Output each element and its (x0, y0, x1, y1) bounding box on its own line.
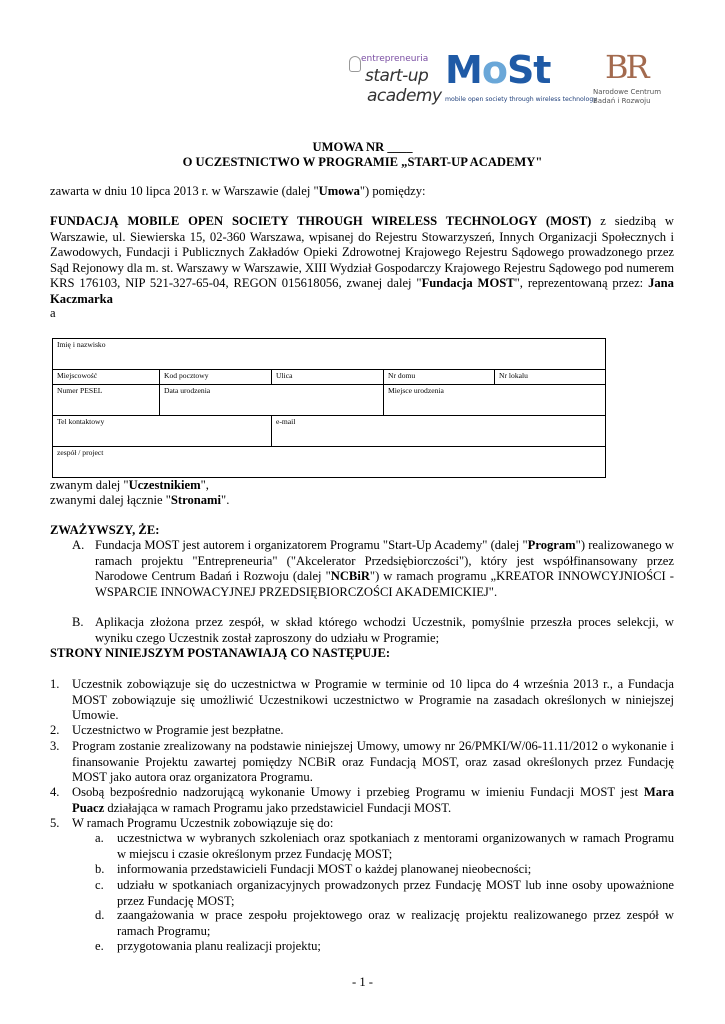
page-number: - 1 - (352, 975, 373, 989)
marker-d: d. (95, 908, 105, 922)
email-field[interactable]: e-mail (272, 416, 605, 447)
marker-c: c. (95, 878, 104, 892)
contract-title: UMOWA NR ____ (312, 140, 413, 154)
logo-bar (345, 48, 665, 116)
ncbr-line1: Narodowe Centrum (593, 88, 662, 96)
clause-1: Uczestnik zobowiązuje się do uczestnictwa w Programie w terminie od 10 lipca do 4 września 2013 r., a Fundacja MOST zobowiązuje się umożliwić Uczestnikowi uczestnictwo w Programie na zasadach określonych w niniejszej Umowie. (72, 677, 674, 722)
whereas-heading: ZWAŻYWSZY, ŻE: (50, 523, 160, 537)
most-subtitle: mobile open society through wireless technology (445, 96, 597, 103)
marker-3: 3. (50, 739, 60, 753)
whereas-item-a: Fundacja MOST jest autorem i organizatorem Programu "Start-Up Academy" (dalej "Program") realizowanego w ramach projektu "Entrepreneuria" ("Akcelerator Przedsiębiorczości"), który jest współfinansowany przez Narodowe Centrum Badań i Rozwoju (dalej "NCBiR") w ramach programu „KREATOR INNOWCYJNIOŚCI - WSPARCIE INNOWACYJNEJ PRZEDSIĘBIORCZOŚCI AKADEMICKIEJ". (95, 538, 674, 599)
ncbr-line2: Badań i Rozwoju (593, 97, 651, 105)
clause-4: Osobą bezpośrednio nadzorującą wykonanie Umowy i przebieg Programu w imieniu Fundacji MOST jest Mara Puacz działająca w ramach Programu jako przedstawiciel Fundacji MOST. (72, 785, 674, 815)
ncbr-logo (593, 48, 665, 112)
marker-A: A. (72, 538, 85, 552)
participant-form (52, 338, 606, 478)
pesel-field[interactable]: Numer PESEL (53, 385, 160, 416)
academy-label: academy (367, 86, 442, 106)
parties-alias: zwanymi dalej łącznie "Stronami". (50, 493, 230, 507)
name-field[interactable]: Imię i nazwisko (53, 339, 605, 370)
whereas-item-b: Aplikacja złożona przez zespół, w skład którego wchodzi Uczestnik, pomyślnie przeszła proces selekcji, w wyniku czego Uczestnik został zaproszony do udziału w Programie; (95, 615, 674, 645)
street-field[interactable]: Ulica (272, 370, 384, 385)
sub-clause-c: udziału w spotkaniach organizacyjnych prowadzonych przez Fundację MOST lub inne osoby upoważnione przez Fundację MOST; (117, 878, 674, 908)
clause-5: W ramach Programu Uczestnik zobowiązuje się do: (72, 816, 334, 830)
most-wordmark: MoSt (445, 48, 551, 92)
intro-paragraph: zawarta w dniu 10 lipca 2013 r. w Warszawie (dalej "Umowa") pomiędzy: (50, 184, 426, 198)
marker-B: B. (72, 615, 84, 629)
clause-3: Program zostanie zrealizowany na podstawie niniejszej Umowy, umowy nr 26/PMKI/W/06-11.11/2012 o wykonanie i finansowanie Projektu zawartej pomiędzy NCBiR oraz Fundacją MOST, oraz zasad określonych przez Fundację MOST jako autora oraz organizatora Programu. (72, 739, 674, 784)
lightbulb-icon (349, 56, 361, 72)
house-number-field[interactable]: Nr domu (384, 370, 495, 385)
sub-clause-a: uczestnictwa w wybranych szkoleniach oraz spotkaniach z mentorami organizowanych w ramach Programu w miejscu i czasie określonym przez Fundację MOST; (117, 831, 674, 861)
postal-code-field[interactable]: Kod pocztowy (160, 370, 272, 385)
entrepreneuria-logo (347, 54, 442, 112)
team-field[interactable]: zespół / project (57, 448, 104, 457)
flat-number-field[interactable]: Nr lokalu (495, 370, 605, 385)
participant-alias: zwanym dalej "Uczestnikiem", (50, 478, 209, 492)
marker-4: 4. (50, 785, 60, 799)
clause-2: Uczestnictwo w Programie jest bezpłatne. (72, 723, 284, 737)
marker-b: b. (95, 862, 105, 876)
city-field[interactable]: Miejscowość (53, 370, 160, 385)
startup-label: start-up (365, 66, 429, 86)
entrepreneuria-label: entrepreneuria (361, 54, 429, 64)
marker-2: 2. (50, 723, 60, 737)
birth-date-field[interactable]: Data urodzenia (160, 385, 384, 416)
marker-e: e. (95, 939, 104, 953)
contract-subtitle: O UCZESTNICTWO W PROGRAMIE „START-UP ACADEMY" (182, 155, 543, 169)
marker-a: a. (95, 831, 104, 845)
party-paragraph: FUNDACJĄ MOBILE OPEN SOCIETY THROUGH WIRELESS TECHNOLOGY (MOST) z siedzibą w Warszawie, ul. Siewierska 15, 02-360 Warszawa, wpisanej do Rejestru Stowarzyszeń, Innych Organizacji Społecznych i Zawodowych, Fundacji i Publicznych Zakładów Opieki Zdrowotnej Krajowego Rejestru Sądowego prowadzonego przez Sąd Rejonowy dla m. st. Warszawy w Warszawie, XIII Wydział Gospodarczy Krajowego Rejestru Sądowego pod numerem KRS 176103, NIP 521-327-65-04, REGON 015618056, zwanej dalej "Fundacja MOST", reprezentowaną przez: Jana Kaczmarka (50, 214, 674, 306)
sub-clause-b: informowania przedstawicieli Fundacji MOST o każdej planowanej nieobecności; (117, 862, 532, 876)
ncbr-mark: BR (605, 48, 647, 86)
sub-clause-d: zaangażowania w prace zespołu projektowego oraz w realizację projektu realizowanego przez zespół w ramach Programu; (117, 908, 674, 938)
most-logo (445, 48, 597, 110)
marker-5: 5. (50, 816, 60, 830)
marker-1: 1. (50, 677, 60, 691)
and-word: a (50, 306, 56, 320)
birth-place-field[interactable]: Miejsce urodzenia (384, 385, 605, 416)
sub-clause-e: przygotowania planu realizacji projektu; (117, 939, 321, 953)
agreement-heading: STRONY NINIEJSZYM POSTANAWIAJĄ CO NASTĘPUJE: (50, 646, 391, 660)
phone-field[interactable]: Tel kontaktowy (53, 416, 272, 447)
